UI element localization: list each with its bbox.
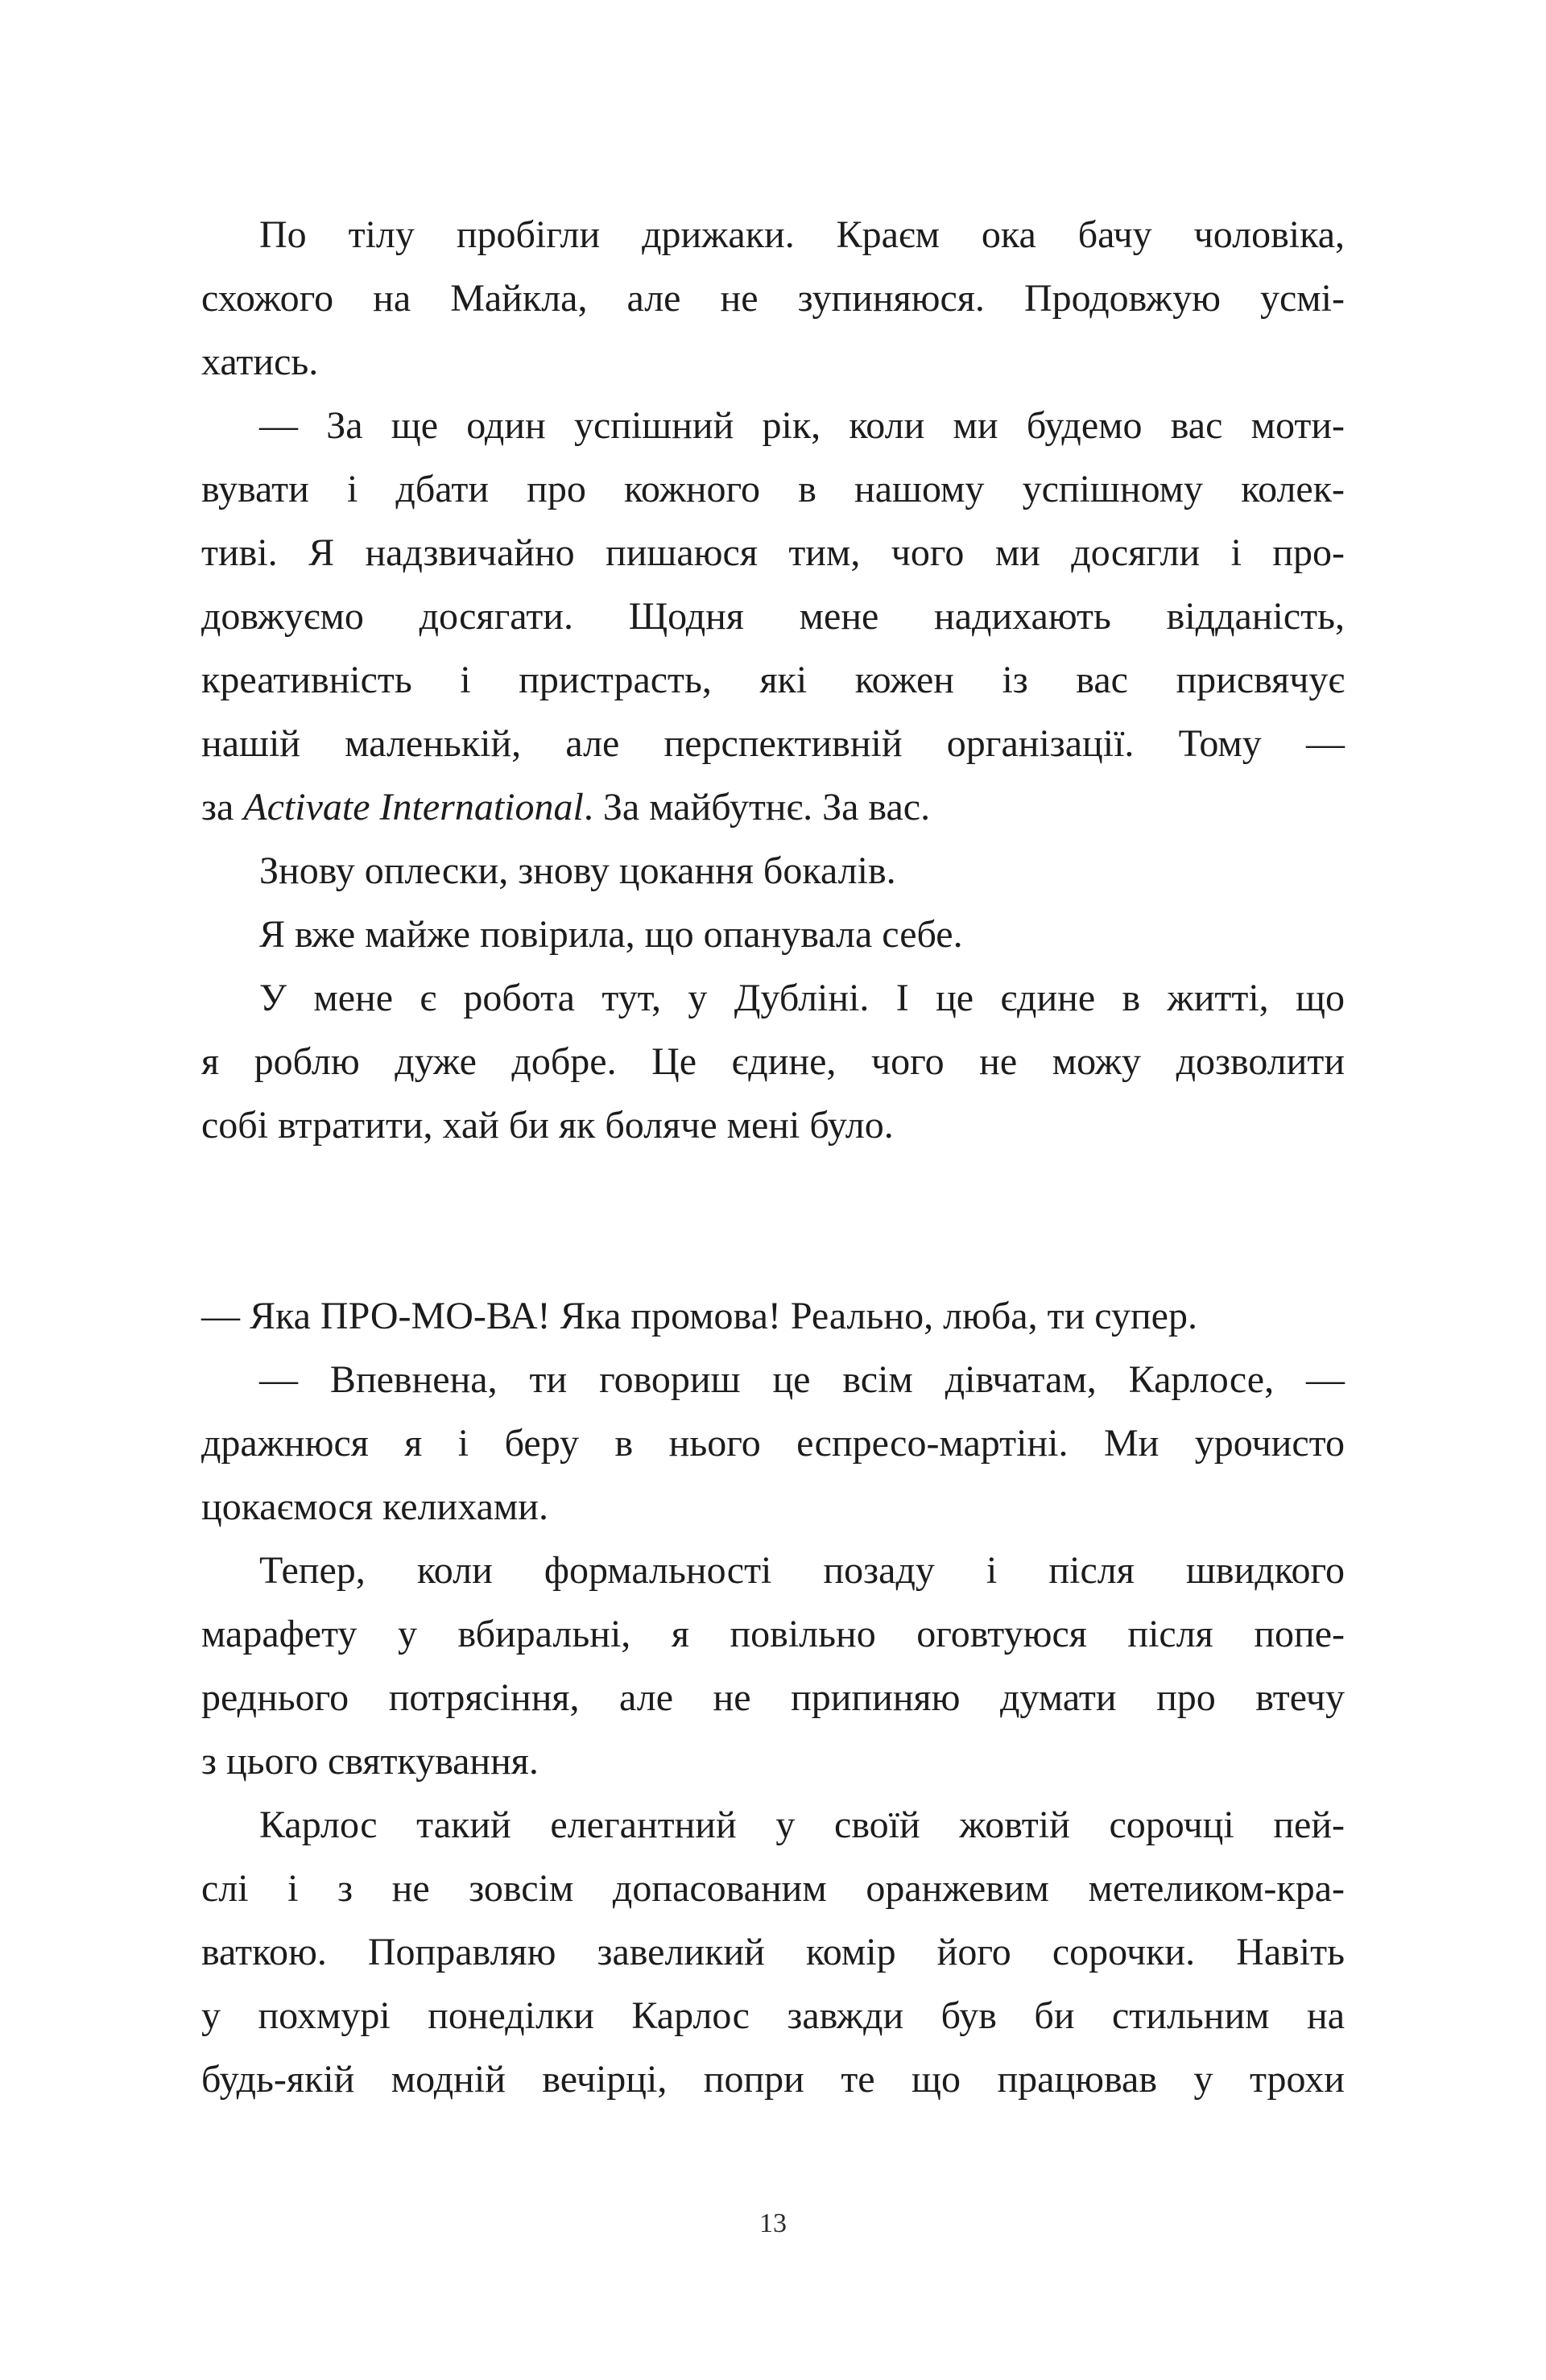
page-number: 13 — [759, 2209, 787, 2238]
text-line: Карлос такий елегантний у своїй жовтій сорочці пей- — [259, 1804, 1345, 1846]
text-line: Знову оплески, знову цокання бокалів. — [259, 849, 896, 892]
paragraph — [201, 903, 1345, 966]
text-line: — Яка ПРО-МО-ВА! Яка промова! Реально, люба, ти супер. — [201, 1295, 1197, 1337]
text-line: вувати і дбати про кожного в нашому успішному колек- — [201, 468, 1345, 510]
section — [201, 203, 1345, 1157]
paragraph — [201, 1539, 1345, 1793]
text-line: — Впевнена, ти говориш це всім дівчатам, Карлосе, — — [259, 1358, 1345, 1401]
paragraph — [201, 839, 1345, 903]
text-line: тиві. Я надзвичайно пишаюся тим, чого ми досягли і про- — [201, 531, 1345, 574]
text-line: хатись. — [201, 341, 319, 383]
text-line: креативність і пристрасть, які кожен із вас присвячує — [201, 659, 1345, 701]
paragraph — [201, 203, 1345, 394]
text-line: схожого на Майкла, але не зупиняюся. Продовжую усмі- — [201, 277, 1345, 320]
text-line: Тепер, коли формальності позаду і після швидкого — [259, 1549, 1345, 1592]
section — [201, 1284, 1345, 2111]
text-line: я роблю дуже добре. Це єдине, чого не можу дозволити — [201, 1040, 1345, 1083]
paragraph — [201, 394, 1345, 839]
text-line: Я вже майже повірила, що опанувала себе. — [259, 913, 963, 956]
text-line: будь-якій модній вечірці, попри те що працював у трохи — [201, 2058, 1345, 2101]
text-line: марафету у вбиральні, я повільно оговтуюся після попе- — [201, 1613, 1345, 1655]
text-line: слі і з не зовсім допасованим оранжевим метеликом-кра- — [201, 1867, 1345, 1910]
text-line: довжуємо досягати. Щодня мене надихають відданість, — [201, 595, 1345, 638]
text-line: дражнюся я і беру в нього еспресо-мартіні. Ми урочисто — [201, 1422, 1345, 1465]
text-line: У мене є робота тут, у Дубліні. І це єдине в житті, що — [259, 977, 1345, 1019]
text-block — [201, 203, 1345, 2111]
text-line: з цього святкування. — [201, 1740, 539, 1783]
text-line: у похмурі понеділки Карлос завжди був би стильним на — [201, 1994, 1345, 2037]
text-line: По тілу пробігли дрижаки. Краєм ока бачу чоловіка, — [259, 213, 1345, 256]
paragraph — [201, 1348, 1345, 1539]
text-line: собі втратити, хай би як боляче мені було. — [201, 1104, 894, 1147]
text-line: цокаємося келихами. — [201, 1485, 548, 1528]
text-line: нашій маленькій, але перспективній організації. Тому — — [201, 722, 1345, 765]
text-line: — За ще один успішний рік, коли ми будемо вас моти- — [259, 404, 1345, 447]
paragraph — [201, 966, 1345, 1157]
paragraph — [201, 1284, 1345, 1348]
text-line: ваткою. Поправляю завеликий комір його сорочки. Навіть — [201, 1931, 1345, 1973]
paragraph — [201, 1793, 1345, 2111]
text-line: за Activate International. За майбутнє. За вас. — [201, 786, 931, 828]
text-line: реднього потрясіння, але не припиняю думати про втечу — [201, 1676, 1345, 1719]
